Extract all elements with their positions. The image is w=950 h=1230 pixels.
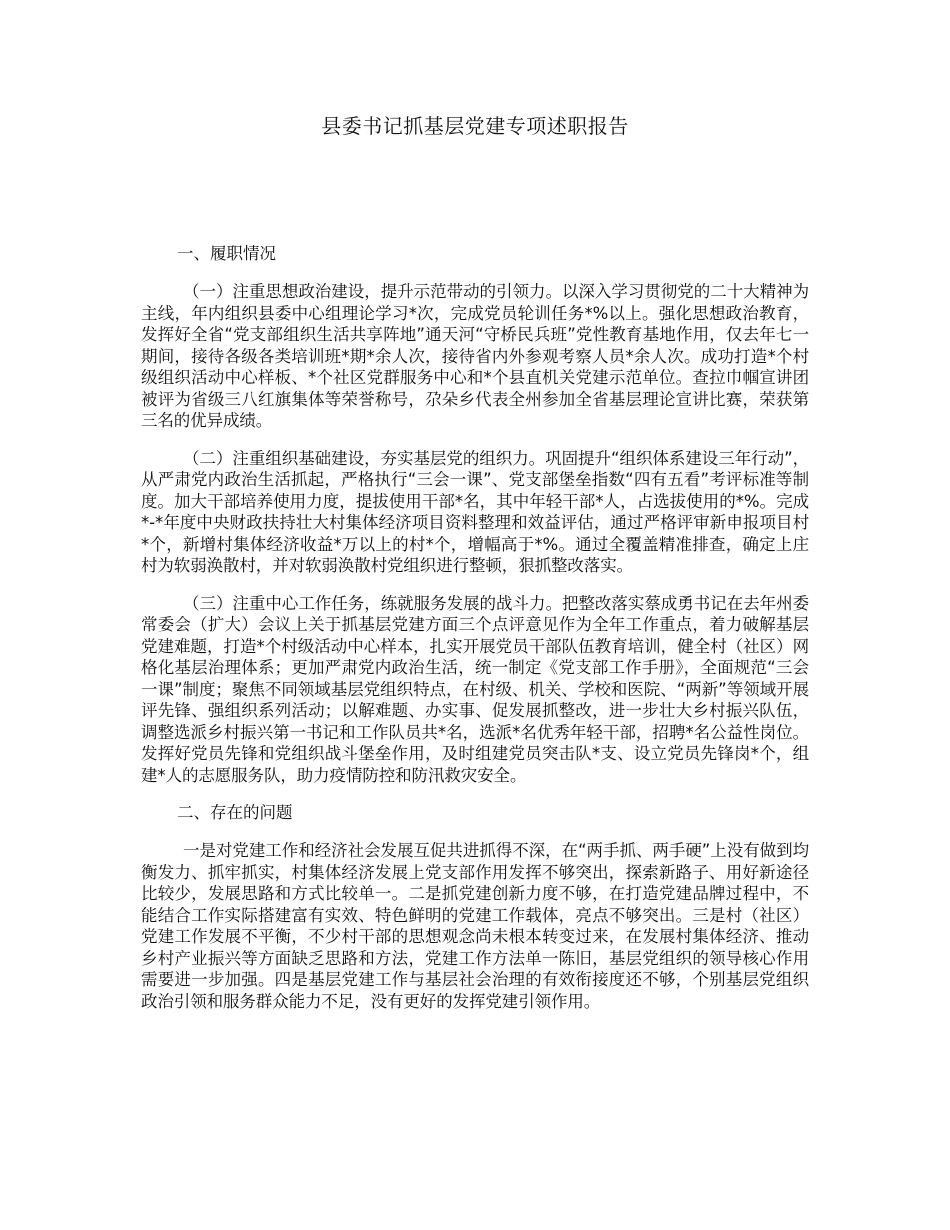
paragraph-organization-building: （二）注重组织基础建设，夯实基层党的组织力。巩固提升“组织体系建设三年行动”，从严肃党内政治生活抓起，严格执行“三会一课”、党支部堡垒指数“四有五看”考评标准等制度。加大干部培养使用力度，提拔使用干部*名，其中年轻干部*人，占选拔使用的*%。完成*-*年度中央财政扶持壮大村集体经济项目资料整理和效益评估，通过严格评审新申报项目村*个，新增村集体经济收益*万以上的村*个，增幅高于*%。通过全覆盖精准排查，确定上庄村为软弱涣散村，并对软弱涣散村党组织进行整顿，狠抓整改落实。 <box>141 448 809 575</box>
document-body <box>141 243 809 1028</box>
section-heading-duty: 一、履职情况 <box>177 244 276 263</box>
section-heading-problems: 二、存在的问题 <box>177 803 293 822</box>
paragraph-political-building: （一）注重思想政治建设，提升示范带动的引领力。以深入学习贯彻党的二十大精神为主线，年内组织县委中心组理论学习*次，完成党员轮训任务*%以上。强化思想政治教育，发挥好全省“党支部组织生活共享阵地”通天河“守桥民兵班”党性教育基地作用，仅去年七一期间，接待各级各类培训班*期*余人次，接待省内外参观考察人员*余人次。成功打造*个村级组织活动中心样板、*个社区党群服务中心和*个县直机关党建示范单位。查拉巾帼宣讲团被评为省级三八红旗集体等荣誉称号，尕朵乡代表全州参加全省基层理论宣讲比赛，荣获第三名的优异成绩。 <box>141 282 809 430</box>
document-title: 县委书记抓基层党建专项述职报告 <box>321 114 629 138</box>
paragraph-central-work: （三）注重中心工作任务，练就服务发展的战斗力。把整改落实蔡成勇书记在去年州委常委会（扩大）会议上关于抓基层党建方面三个点评意见作为全年工作重点，着力破解基层党建难题，打造*个村级活动中心样本，扎实开展党员干部队伍教育培训，健全村（社区）网格化基层治理体系；更加严肃党内政治生活，统一制定《党支部工作手册》，全面规范“三会一课”制度；聚焦不同领域基层党组织特点，在村级、机关、学校和医院、“两新”等领域开展评先锋、强组织系列活动；以解难题、办实事、促发展抓整改，进一步壮大乡村振兴队伍，调整选派乡村振兴第一书记和工作队员共*名，选派*名优秀年轻干部，招聘*名公益性岗位。发挥好党员先锋和党组织战斗堡垒作用，及时组建党员突击队*支、设立党员先锋岗*个，组建*人的志愿服务队，助力疫情防控和防汛救灾安全。 <box>141 593 809 785</box>
paragraph-problems: 一是对党建工作和经济社会发展互促共进抓得不深，在“两手抓、两手硬”上没有做到均衡发力、抓牢抓实，村集体经济发展上党支部作用发挥不够突出，探索新路子、用好新途径比较少，发展思路和方式比较单一。二是抓党建创新力度不够，在打造党建品牌过程中，不能结合工作实际搭建富有实效、特色鲜明的党建工作载体，亮点不够突出。三是村（社区）党建工作发展不平衡，不少村干部的思想观念尚未根本转变过来，在发展村集体经济、推动乡村产业振兴等方面缺乏思路和方法，党建工作方法单一陈旧，基层党组织的领导核心作用需要进一步加强。四是基层党建工作与基层社会治理的有效衔接度还不够，个别基层党组织政治引领和服务群众能力不足，没有更好的发挥党建引领作用。 <box>141 841 809 1011</box>
